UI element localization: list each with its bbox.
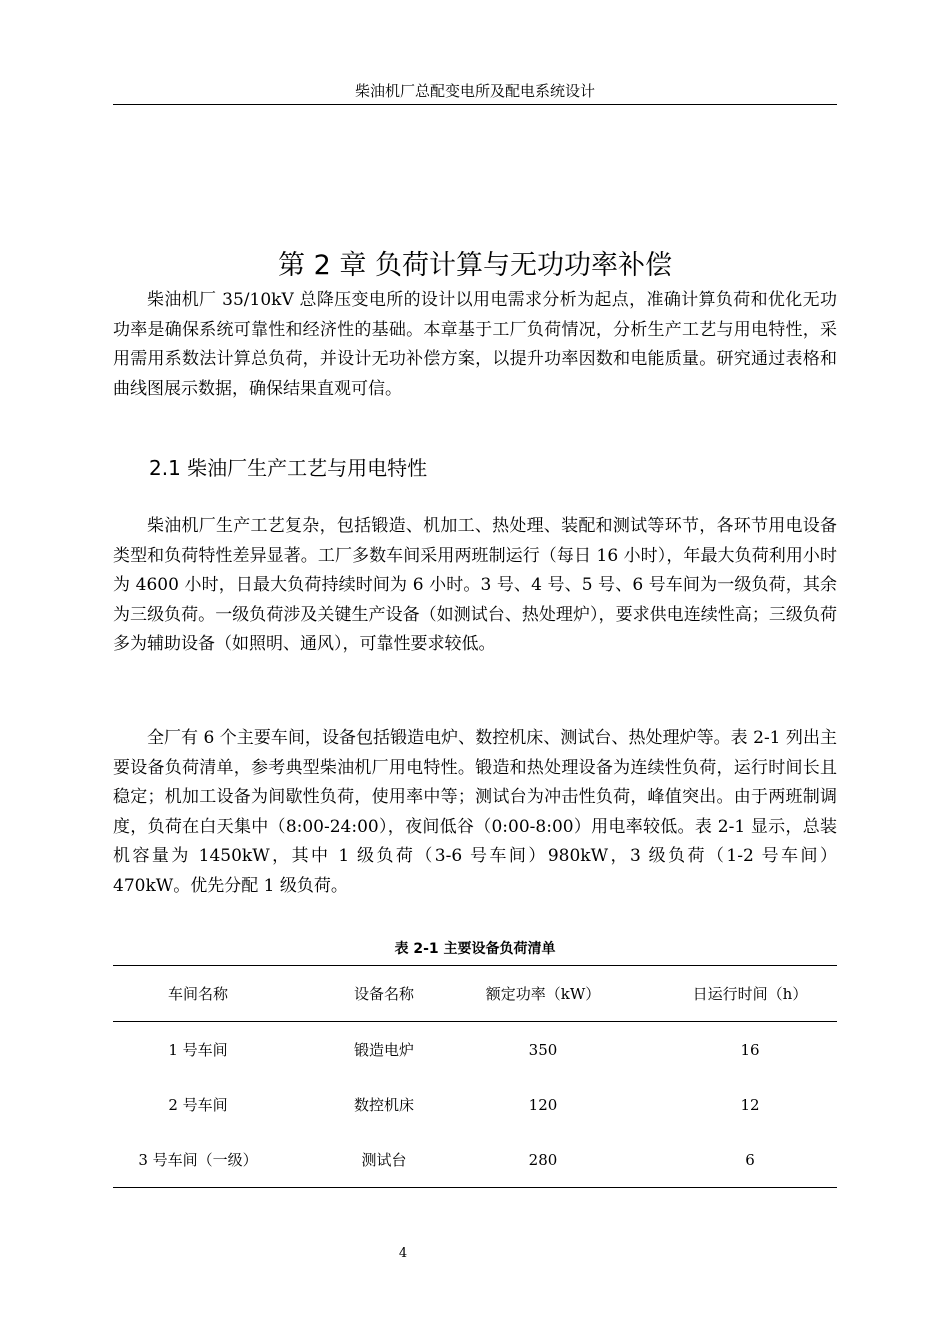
table-cell: 测试台 xyxy=(361,1151,407,1169)
table-cell: 350 xyxy=(528,1040,558,1059)
page-number: 4 xyxy=(398,1246,408,1261)
table-cell: 6 xyxy=(745,1150,755,1169)
table-cell: 数控机床 xyxy=(353,1096,414,1114)
table-header-cell: 车间名称 xyxy=(167,985,228,1003)
table-caption: 表 2-1 主要设备负荷清单 xyxy=(394,941,556,957)
table-header-cell: 额定功率（kW） xyxy=(485,985,601,1003)
table-header-cell: 日运行时间（h） xyxy=(692,985,808,1003)
table-cell: 锻造电炉 xyxy=(353,1041,414,1059)
load-table xyxy=(113,965,837,1188)
section-title: 2.1 柴油厂生产工艺与用电特性 xyxy=(149,456,428,480)
table-header-row xyxy=(113,966,837,1022)
table-cell: 12 xyxy=(740,1095,760,1114)
intro-paragraph: 柴油机厂 35/10kV 总降压变电所的设计以用电需求分析为起点，准确计算负荷和优化无功功率是确保系统可靠性和经济性的基础。本章基于工厂负荷情况，分析生产工艺与用电特性，采用需用系数法计算总负荷，并设计无功补偿方案，以提升功率因数和电能质量。研究通过表格和曲线图展示数据，确保结果直观可信。 xyxy=(113,290,837,399)
table-cell: 1 号车间 xyxy=(168,1041,228,1059)
chapter-title: 第 2 章 负荷计算与无功功率补偿 xyxy=(278,250,672,281)
table-row xyxy=(113,1132,837,1187)
table-row xyxy=(113,1022,837,1077)
table-cell: 280 xyxy=(528,1150,558,1169)
section-paragraph-1: 柴油机厂生产工艺复杂，包括锻造、机加工、热处理、装配和测试等环节，各环节用电设备类型和负荷特性差异显著。工厂多数车间采用两班制运行（每日 16 小时），年最大负荷利用小时为 4600 小时，日最大负荷持续时间为 6 小时。3 号、4 号、5 号、6 号车间为一级负荷，其余为三级负荷。一级负荷涉及关键生产设备（如测试台、热处理炉），要求供电连续性高；三级负荷多为辅助设备（如照明、通风），可靠性要求较低。 xyxy=(113,516,837,654)
table-row xyxy=(113,1077,837,1132)
table-cell: 3 号车间（一级） xyxy=(138,1151,258,1169)
header-rule xyxy=(113,104,837,105)
section-paragraph-2: 全厂有 6 个主要车间，设备包括锻造电炉、数控机床、测试台、热处理炉等。表 2-1 列出主要设备负荷清单，参考典型柴油机厂用电特性。锻造和热处理设备为连续性负荷，运行时间长且稳定；机加工设备为间歇性负荷，使用率中等；测试台为冲击性负荷，峰值突出。由于两班制调度，负荷在白天集中（8:00-24:00），夜间低谷（0:00-8:00）用电率较低。表 2-1 显示，总装机容量为 1450kW，其中 1 级负荷（3-6 号车间）980kW，3 级负荷（1-2 号车间）470kW。优先分配 1 级负荷。 xyxy=(113,728,837,896)
table-cell: 16 xyxy=(740,1040,760,1059)
running-header: 柴油机厂总配变电所及配电系统设计 xyxy=(354,82,595,100)
table-header-cell: 设备名称 xyxy=(353,985,414,1003)
table-cell: 2 号车间 xyxy=(168,1096,228,1114)
table-cell: 120 xyxy=(528,1095,558,1114)
